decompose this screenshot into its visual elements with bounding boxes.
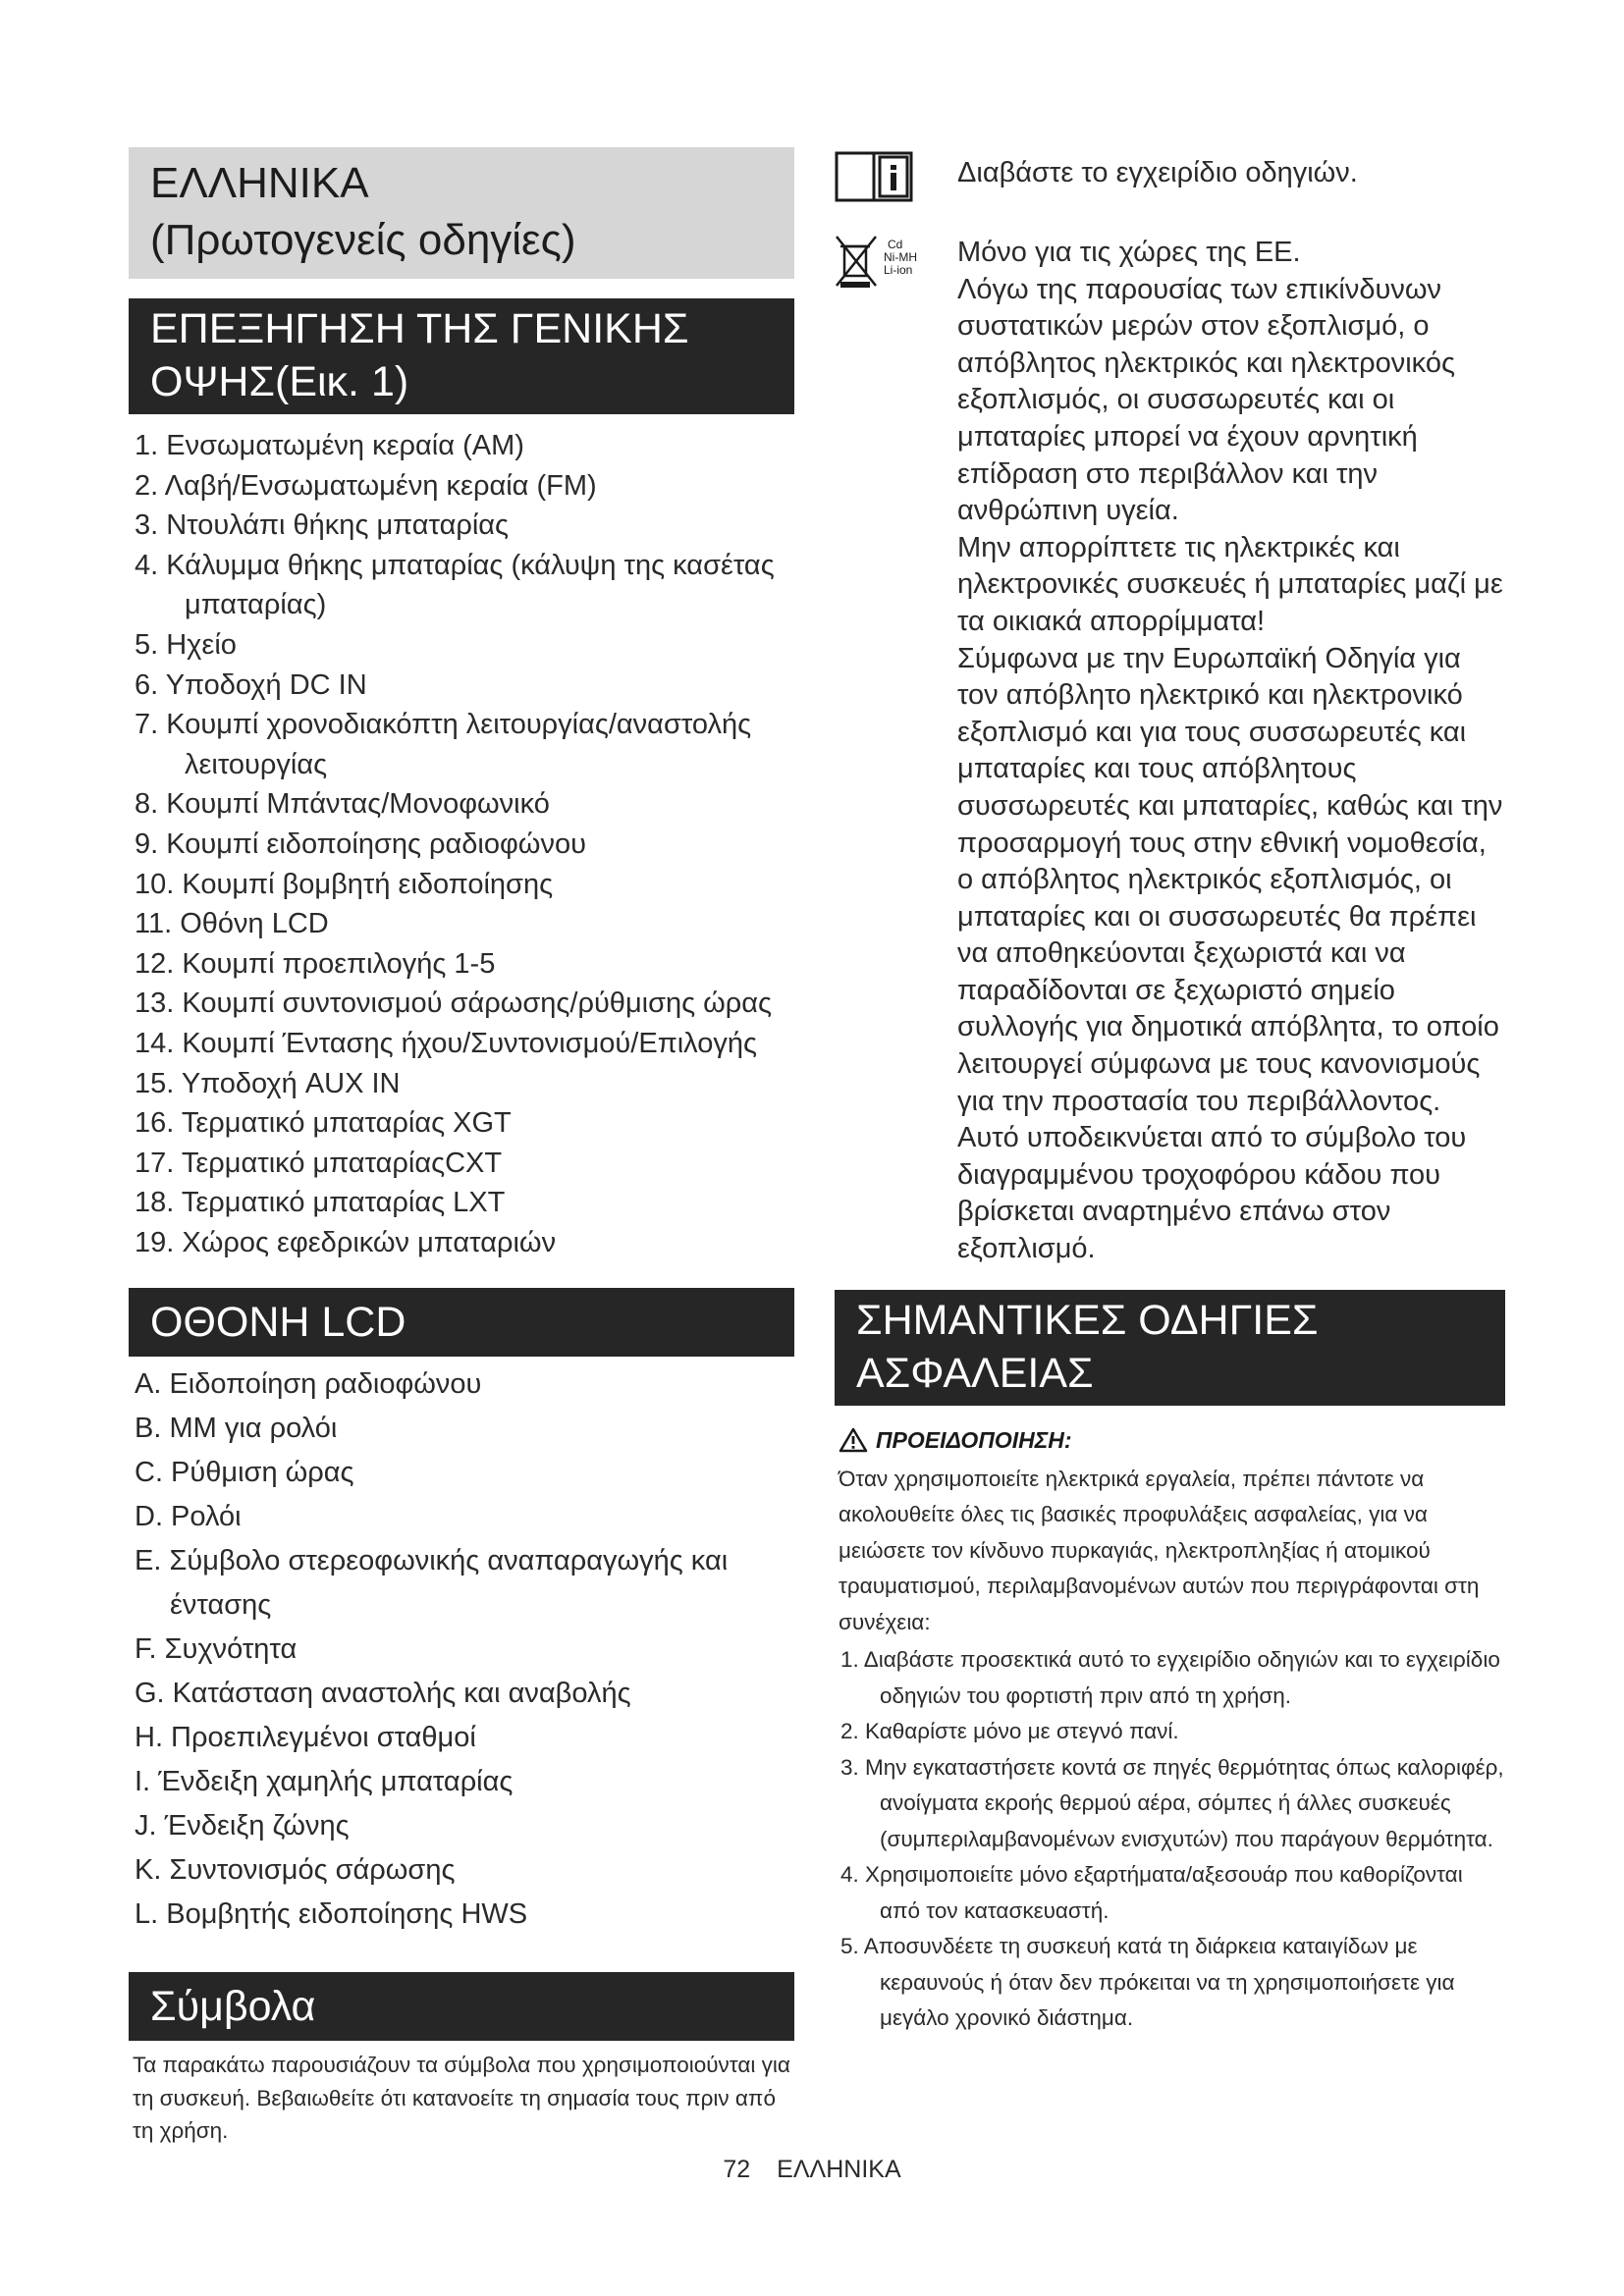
list-item: 8. Κουμπί Μπάντας/Μονοφωνικό [135, 788, 550, 821]
safety-heading-line-1: ΣΗΜΑΝΤΙΚΕΣ ΟΔΗΓΙΕΣ [856, 1296, 1319, 1344]
list-item: 10. Κουμπί βομβητή ειδοποίησης [135, 868, 554, 900]
list-item: K. Συντονισμός σάρωσης [135, 1854, 456, 1887]
symbols-intro: Τα παρακάτω παρουσιάζουν τα σύμβολα που χρησιμοποιούνται για τη συσκευή. Βεβαιωθείτε ότι κατανοείτε τη σημασία τους πριν από τη χρήση. [133, 2053, 790, 2144]
right-column [835, 147, 1505, 2037]
eu-paragraph: Μην απορρίπτετε τις ηλεκτρικές και ηλεκτρονικές συσκευές ή μπαταρίες μαζί με τα οικιακά απορρίμματα! [957, 531, 1503, 637]
eu-paragraph: Μόνο για τις χώρες της ΕΕ. [957, 237, 1301, 268]
list-item: 12. Κουμπί προεπιλογής 1-5 [135, 947, 496, 980]
list-item: 16. Τερματικό μπαταρίας XGT [135, 1107, 512, 1140]
lcd-list [129, 1362, 794, 1937]
crossed-bin-icon [835, 235, 943, 294]
page-number: 72 [723, 2156, 751, 2183]
list-item: 11. Οθόνη LCD [135, 908, 329, 940]
list-item: D. Ρολόι [135, 1501, 242, 1533]
warning-icon [839, 1427, 868, 1453]
list-item: 13. Κουμπί συντονισμού σάρωσης/ρύθμισης ώρας [135, 988, 773, 1020]
list-item: H. Προεπιλεγμένοι σταθμοί [135, 1722, 476, 1754]
list-item: 18. Τερματικό μπαταρίας LXT [135, 1187, 506, 1219]
list-item: G. Κατάσταση αναστολής και αναβολής [135, 1678, 631, 1710]
list-item: 1. Ενσωματωμένη κεραία (AM) [135, 430, 524, 461]
list-item: 9. Κουμπί ειδοποίησης ραδιοφώνου [135, 828, 586, 860]
manual-symbol-text: Διαβάστε το εγχειρίδιο οδηγιών. [957, 157, 1358, 188]
list-item: I. Ένδειξη χαμηλής μπαταρίας [135, 1766, 514, 1798]
list-item: B. MM για ρολόι [135, 1413, 338, 1445]
overview-heading [129, 298, 794, 414]
list-item: 19. Χώρος εφεδρικών μπαταριών [135, 1226, 557, 1258]
list-item: 6. Υποδοχή DC IN [135, 668, 367, 701]
bin-label-liion: Li-ion [884, 263, 913, 277]
list-item: 15. Υποδοχή AUX IN [135, 1067, 401, 1099]
safety-list [835, 1642, 1505, 2037]
list-item: L. Βομβητής ειδοποίησης HWS [135, 1898, 528, 1931]
bin-label-cd: Cd [888, 238, 903, 251]
read-manual-icon [835, 149, 913, 204]
language-heading [129, 147, 794, 279]
lcd-heading: ΟΘΟΝΗ LCD [129, 1288, 794, 1357]
list-item: 5. Ηχείο [135, 628, 237, 661]
symbols-heading: Σύμβολα [129, 1972, 794, 2041]
list-item: 1. Διαβάστε προσεκτικά αυτό το εγχειρίδιο οδηγιών και το εγχειρίδιο οδηγιών του φορτιστή πριν από τη χρήση. [840, 1647, 1500, 1708]
list-item: A. Ειδοποίηση ραδιοφώνου [135, 1368, 482, 1401]
language-title: ΕΛΛΗΝΙΚΑ [150, 159, 369, 207]
list-item: 3. Μην εγκαταστήσετε κοντά σε πηγές θερμότητας όπως καλοριφέρ, ανοίγματα εκροής θερμού αέρα, σόμπες ή άλλες συσκευές (συμπεριλαμβανομένων ενισχυτών) που παράγουν θερμότητα. [840, 1754, 1504, 1851]
warning-heading [839, 1427, 1505, 1454]
eu-paragraph: Αυτό υποδεικνύεται από το σύμβολο του διαγραμμένου τροχοφόρου κάδου που βρίσκεται αναρτημένο επάνω στον εξοπλισμό. [957, 1122, 1467, 1265]
footer-language: ΕΛΛΗΝΙΚΑ [777, 2156, 901, 2183]
warning-label: ΠΡΟΕΙΔΟΠΟΙΗΣΗ: [876, 1426, 1072, 1453]
list-item: C. Ρύθμιση ώρας [135, 1457, 354, 1489]
safety-heading [835, 1290, 1505, 1406]
list-item: E. Σύμβολο στερεοφωνικής αναπαραγωγής και έντασης [135, 1545, 729, 1622]
weee-symbol-row [835, 235, 1505, 1268]
list-item: 4. Χρησιμοποιείτε μόνο εξαρτήματα/αξεσουάρ που καθορίζονται από τον κατασκευαστή. [840, 1862, 1463, 1923]
bin-label-nimh: Ni-MH [884, 250, 917, 264]
safety-heading-line-2: ΑΣΦΑΛΕΙΑΣ [856, 1349, 1094, 1397]
list-item: 3. Ντουλάπι θήκης μπαταρίας [135, 509, 510, 542]
manual-symbol-row [835, 149, 1505, 209]
list-item: 17. Τερματικό μπαταρίαςCXT [135, 1147, 503, 1179]
list-item: 5. Αποσυνδέετε τη συσκευή κατά τη διάρκεια καταιγίδων με κεραυνούς ή όταν δεν πρόκειται να τη χρησιμοποιήσετε για μεγάλο χρονικό διάστημα. [840, 1934, 1455, 2031]
list-item: F. Συχνότητα [135, 1633, 298, 1666]
eu-paragraph: Σύμφωνα με την Ευρωπαϊκή Οδηγία για τον απόβλητο ηλεκτρικό και ηλεκτρονικό εξοπλισμό και για τους συσσωρευτές και μπαταρίες και τους απόβλητους συσσωρευτές και μπαταρίες, καθώς και την προσαρμογή τους στην εθνική νομοθεσία, ο απόβλητος ηλεκτρικός εξοπλισμός, οι μπαταρίες και οι συσσωρευτές θα πρέπει να αποθηκεύονται ξεχωριστά και να παραδίδονται σε ξεχωριστό σημείο συλλογής για δημοτικά απόβλητα, το οποίο λειτουργεί σύμφωνα με τους κανονισμούς για την προστασία του περιβάλλοντος. [957, 642, 1503, 1117]
warning-text: Όταν χρησιμοποιείτε ηλεκτρικά εργαλεία, πρέπει πάντοτε να ακολουθείτε όλες τις βασικές προφυλάξεις ασφαλείας, για να μειώσετε τον κίνδυνο πυρκαγιάς, ηλεκτροπληξίας ή ατομικού τραυματισμού, περιλαμβανομένων αυτών που περιγράφονται στη συνέχεια: [839, 1466, 1480, 1634]
list-item: 4. Κάλυμμα θήκης μπαταρίας (κάλυψη της κασέτας μπαταρίας) [135, 549, 775, 621]
page-footer [0, 2156, 1624, 2184]
list-item: 14. Κουμπί Έντασης ήχου/Συντονισμού/Επιλογής [135, 1027, 757, 1059]
list-item: 7. Κουμπί χρονοδιακόπτη λειτουργίας/αναστολής λειτουργίας [135, 709, 752, 780]
overview-heading-line-2: ΟΨΗΣ(Εικ. 1) [150, 358, 409, 405]
list-item: 2. Καθαρίστε μόνο με στεγνό πανί. [840, 1719, 1179, 1744]
list-item: 2. Λαβή/Ενσωματωμένη κεραία (FM) [135, 469, 597, 502]
left-column [129, 147, 794, 2148]
overview-heading-line-1: ΕΠΕΞΗΓΗΣΗ ΤΗΣ ΓΕΝΙΚΗΣ [150, 305, 689, 352]
list-item: J. Ένδειξη ζώνης [135, 1810, 350, 1842]
overview-list [129, 426, 794, 1262]
language-subtitle: (Πρωτογενείς οδηγίες) [150, 216, 576, 264]
eu-disposal-text [957, 235, 1505, 1268]
eu-paragraph: Λόγω της παρουσίας των επικίνδυνων συστατικών μερών στον εξοπλισμό, ο απόβλητος ηλεκτρικός και ηλεκτρονικός εξοπλισμός, οι συσσωρευτές και οι μπαταρίες μπορεί να έχουν αρνητική επίδραση στο περιβάλλον και την ανθρώπινη υγεία. [957, 273, 1455, 527]
